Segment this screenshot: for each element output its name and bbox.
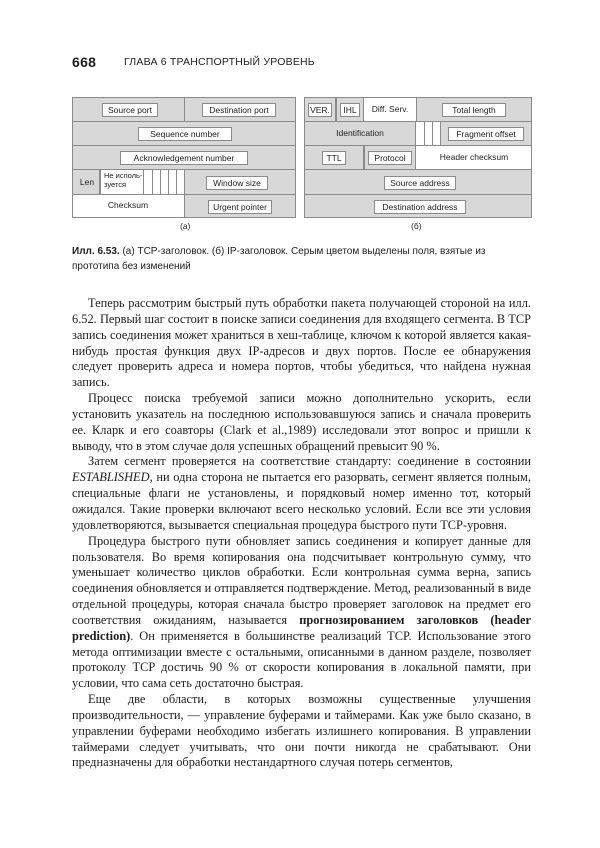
- tcp-diagram-label: (а): [180, 221, 191, 231]
- tcp-checksum: Checksum: [107, 200, 149, 210]
- state-term: ESTABLISHED: [72, 470, 150, 485]
- flag-bit: [176, 169, 177, 195]
- paragraph: [72, 454, 531, 533]
- tcp-source-port: Source port: [102, 103, 158, 117]
- tcp-sequence-number: Sequence number: [138, 127, 232, 141]
- paragraph: [72, 534, 531, 692]
- paragraph-text: . Он применяется в большинстве реализаций TCP. Использование этого метода оптимизации вместе с остальными, описанными в данном разделе, позволяет протоколу TCP достичь 90 % от скорости копирования в локальной памяти, при условии, что сама сеть достаточно быстрая.: [72, 628, 531, 691]
- caption-text: (а) TCP-заголовок. (б) IP-заголовок. Серым цветом выделены поля, взятые из прототипа без изменений: [72, 246, 486, 272]
- ip-destination-address: Destination address: [374, 200, 466, 214]
- caption-label: Илл. 6.53.: [72, 246, 120, 257]
- paragraph: Процесс поиска требуемой записи можно дополнительно ускорить, если установить указатель на последнюю использовавшуюся запись и сначала проверить ее. Кларк и его соавторы (Clark et al.,1989) исследовали этот вопрос и пришли к выводу, что в этом случае доля успешных обращений превысит 90 %.: [72, 391, 531, 453]
- paragraph-text: Затем сегмент проверяется на соответствие стандарту: соединение в состоянии: [88, 454, 531, 469]
- body-text: [72, 296, 531, 771]
- paragraph-text: Процедура быстрого пути обновляет запись соединения и копирует данные для пользователя. Во время копирования она подсчитывает контрольную сумму, что уменьшает количество циклов обработки. Если контрольная сумма верна, запись соединения обновляется и отправляется подтверждение. Метод, реализованный в виде отдельной процедуры, которая сначала быстро проверяет заголовок на предмет его соответствия ожиданиям, называется: [72, 533, 531, 627]
- page-number: 668: [72, 54, 97, 70]
- ip-diff-serv: Diff. Serv.: [371, 104, 409, 114]
- flag-bit: [168, 169, 169, 195]
- ip-diagram-label: (б): [411, 221, 422, 231]
- ip-flag-bit: [432, 121, 433, 146]
- ip-flag-bit: [424, 121, 425, 146]
- ip-header-checksum: Header checksum: [439, 152, 509, 162]
- header-diagrams: [72, 97, 532, 237]
- tcp-destination-port: Destination port: [202, 103, 276, 117]
- figure-caption: [72, 244, 532, 274]
- ip-ihl: IHL: [340, 103, 360, 117]
- tcp-len: Len: [79, 177, 95, 187]
- flag-bit: [152, 169, 153, 195]
- ip-protocol: Protocol: [368, 151, 412, 165]
- tcp-window-size: Window size: [206, 176, 268, 190]
- paragraph: Теперь рассмотрим быстрый путь обработки пакета получающей стороной на илл. 6.52. Первый шаг состоит в поиске записи соединения для входящего сегмента. В TCP запись соединения может храниться в хеш-таблице, ключом к которой является какая-нибудь простая функция двух IP-адресов и двух портов. После ее обнаружения следует проверить адреса и номера портов, чтобы убедиться, что найдена нужная запись.: [72, 296, 531, 390]
- ip-identification: Identification: [336, 128, 384, 138]
- key-term: прогнозированием заголовков (header prediction): [72, 612, 531, 643]
- chapter-title: ГЛАВА 6 ТРАНСПОРТНЫЙ УРОВЕНЬ: [124, 56, 315, 68]
- ip-source-address: Source address: [384, 176, 456, 190]
- ip-ver: VER.: [308, 103, 332, 117]
- tcp-unused: Не исполь- зуется: [104, 171, 143, 189]
- ip-total-length: Total length: [442, 103, 506, 117]
- running-header: [72, 54, 315, 72]
- tcp-ack-number: Acknowledgement number: [120, 151, 248, 165]
- paragraph: Еще две области, в которых возможны существенные улучшения производительности, — управление буферами и таймерами. Как уже было сказано, в управлении буферами необходимо избегать излишнего копирования. В управлении таймерами следует учитывать, что они почти никогда не срабатывают. Они предназначены для обработки нестандартного случая потерь сегментов,: [72, 692, 531, 770]
- tcp-urgent-pointer: Urgent pointer: [208, 200, 272, 214]
- tcp-divider: [184, 97, 185, 122]
- ip-ttl: TTL: [322, 151, 346, 165]
- flag-bit: [160, 169, 161, 195]
- ip-fragment-offset: Fragment offset: [448, 127, 524, 141]
- paragraph-text: , ни одна сторона не пытается его разорвать, сегмент является полным, специальные флаги не установлены, и порядковый номер именно тот, который ожидался. Такие проверки включают всего несколько условий. Если все эти условия удовлетворяются, вызывается специальная процедура быстрого пути TCP-уровня.: [72, 470, 531, 532]
